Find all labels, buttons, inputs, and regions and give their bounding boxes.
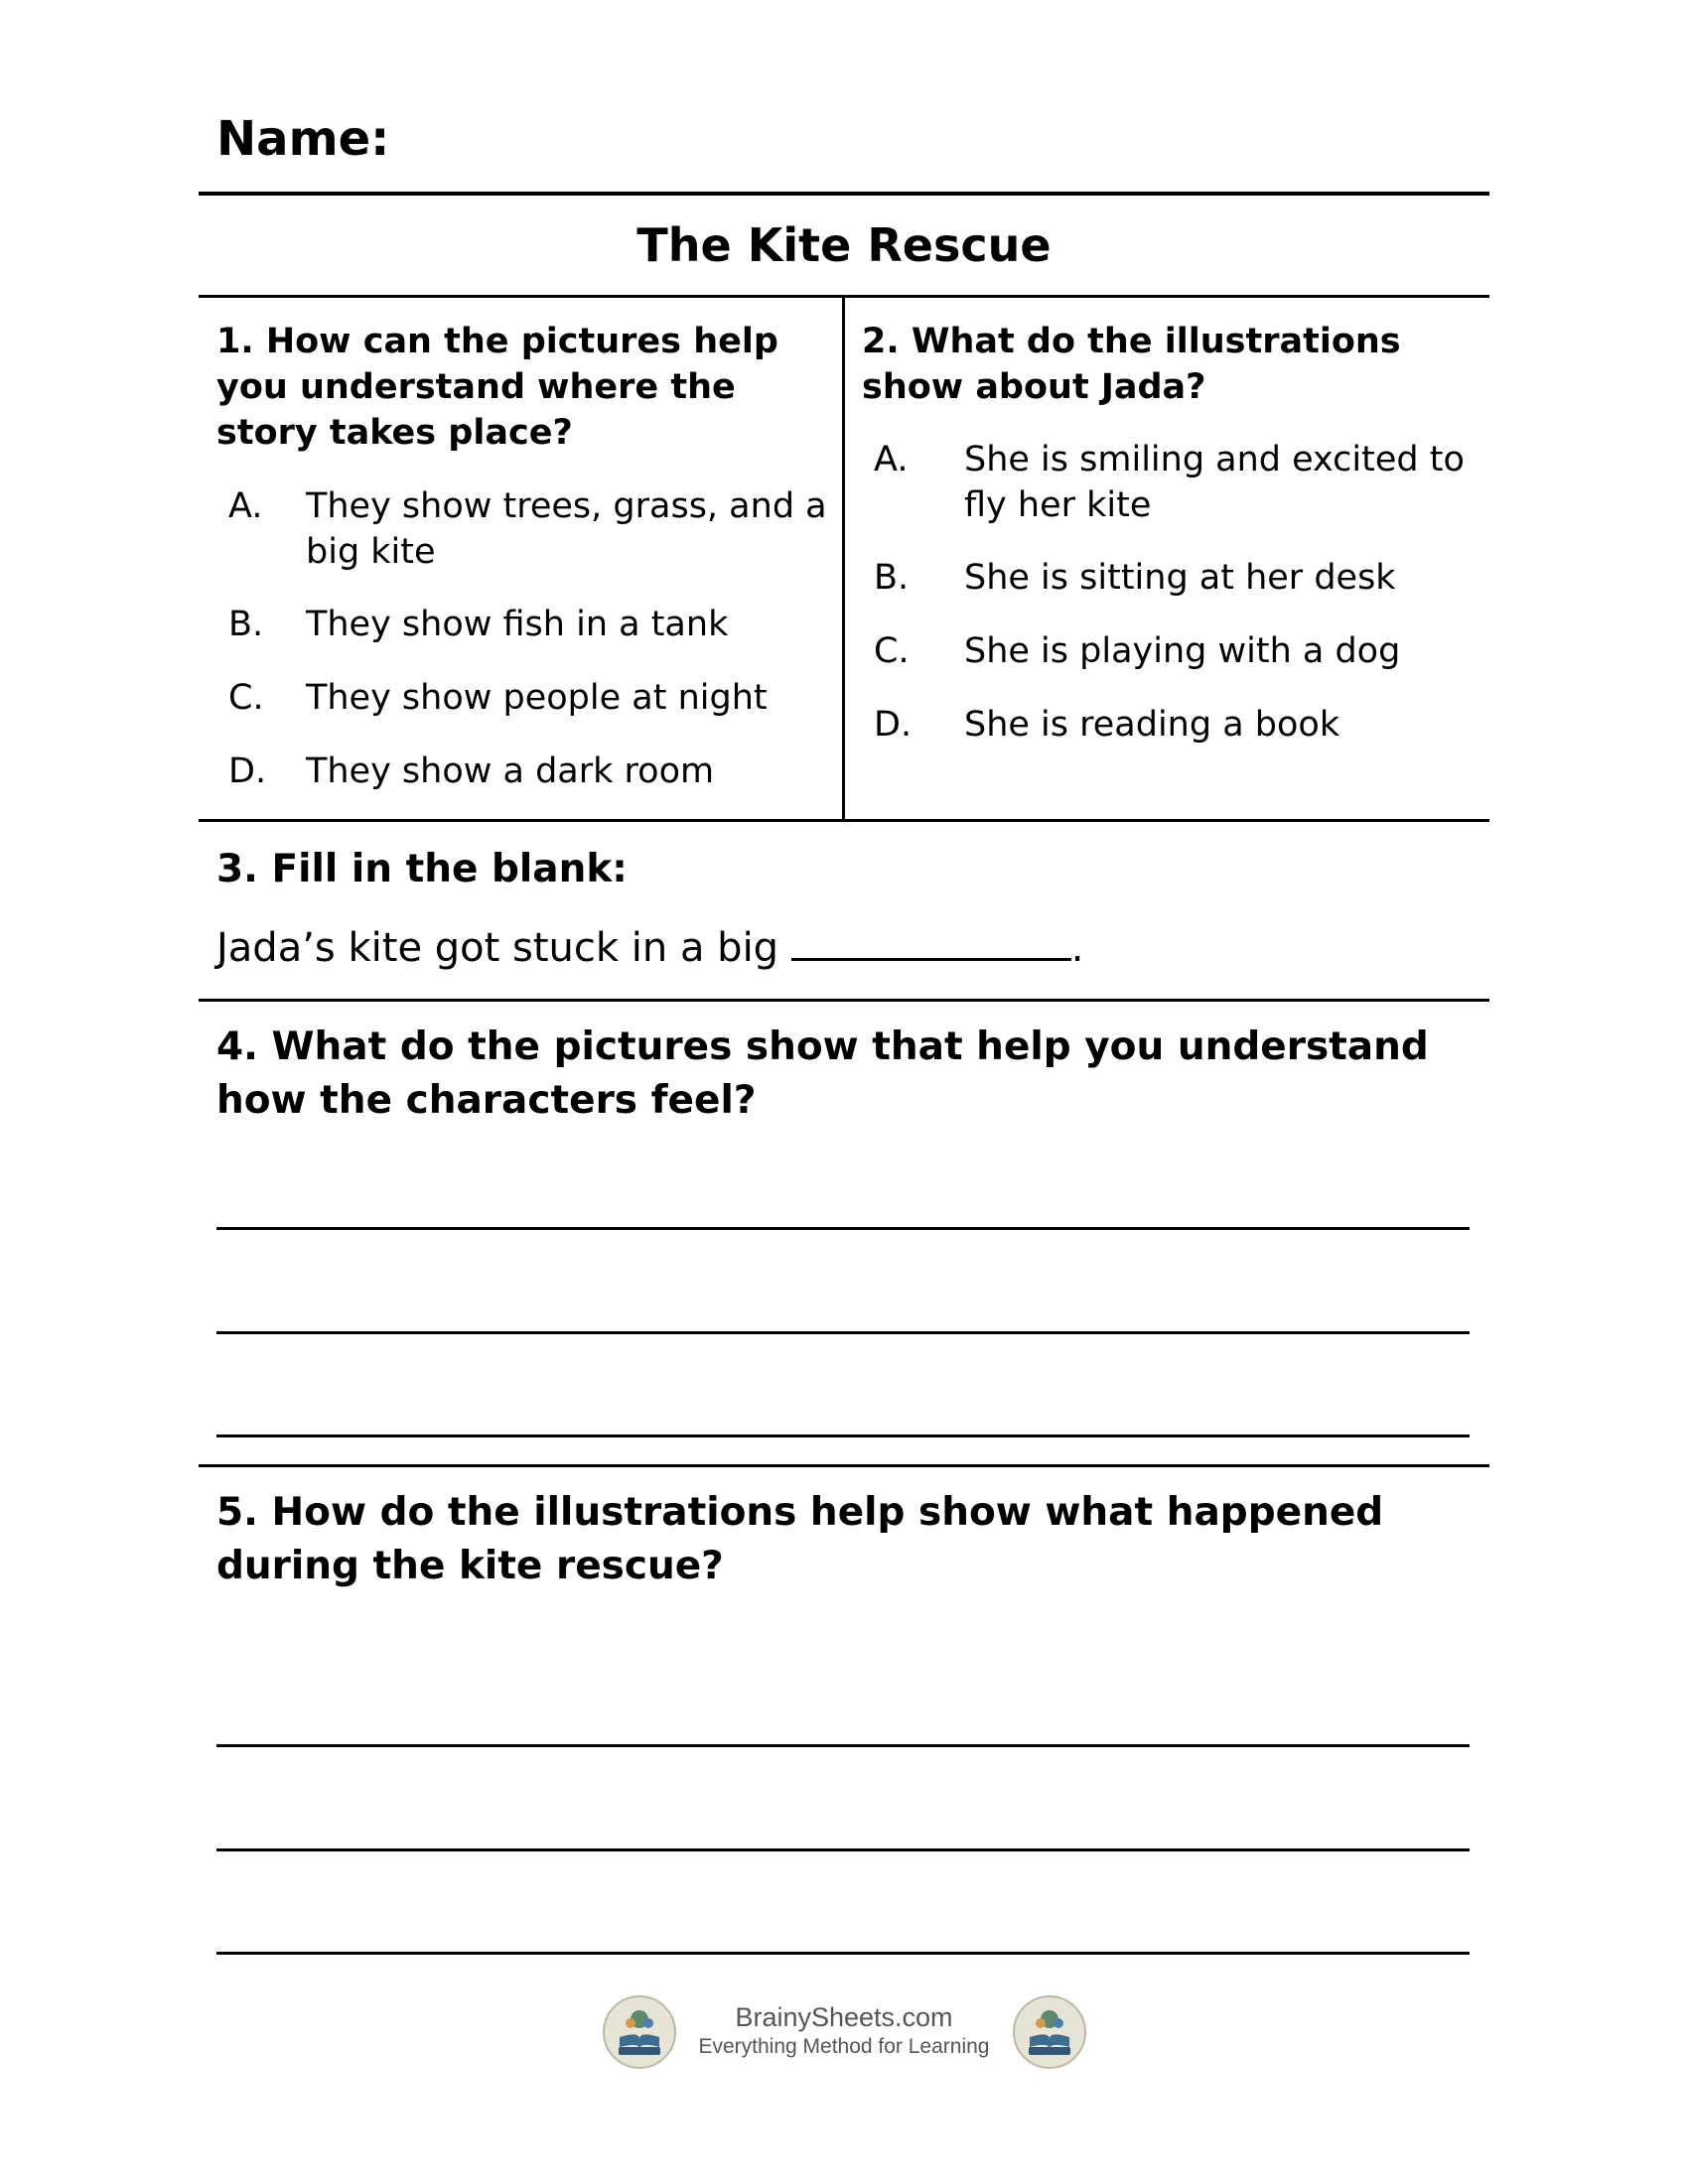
choice-text: She is reading a book [964,705,1340,745]
choice-letter: C. [874,631,910,671]
footer-tagline: Everything Method for Learning [698,2035,990,2058]
choice-letter: A. [228,486,263,526]
choice-letter: C. [228,678,264,718]
book-logo-icon [603,1995,676,2069]
question-1-choices [216,483,832,794]
choice-letter: B. [228,605,264,644]
section-divider-3 [199,1464,1489,1467]
choice-text: She is smiling and excited to fly her kite [964,440,1465,525]
question-2: 2. What do the illustrations show about Jada? [862,322,1401,407]
worksheet [199,0,1489,2184]
choice-letter: D. [874,705,913,745]
answer-line[interactable] [216,1744,1470,1747]
name-line [199,192,1489,196]
choice-text: They show a dark room [306,751,715,791]
answer-blank[interactable] [791,928,1071,961]
answer-line[interactable] [216,1434,1470,1437]
name-label: Name: [216,111,390,167]
choice-letter: B. [874,558,910,598]
choice-1c[interactable] [216,675,832,721]
column-divider [842,298,845,819]
question-1: 1. How can the pictures help you understand where the story takes place? [216,322,778,453]
answer-line[interactable] [216,1227,1470,1230]
book-logo-icon [1013,1995,1086,2069]
choice-1d[interactable] [216,749,832,794]
sentence-start: Jada’s kite got stuck in a big [216,925,791,971]
question-3: 3. Fill in the blank: [216,847,628,891]
choice-2c[interactable] [862,628,1477,674]
choice-2d[interactable] [862,702,1477,748]
choice-letter: D. [228,751,267,791]
choice-text: They show fish in a tank [306,605,729,644]
choice-2b[interactable] [862,555,1477,601]
footer-text [675,2001,1013,2061]
choice-letter: A. [874,440,909,479]
worksheet-title: The Kite Rescue [636,218,1052,272]
question-5: 5. How do the illustrations help show what happened during the kite rescue? [216,1490,1384,1588]
choice-2a[interactable] [862,437,1477,528]
choice-1b[interactable] [216,602,832,647]
choice-text: They show trees, grass, and a big kite [306,486,827,572]
fill-in-sentence [216,925,1084,971]
sentence-end: . [1070,925,1084,971]
choice-text: They show people at night [306,678,768,718]
section-divider-1 [199,819,1489,822]
answer-line[interactable] [216,1331,1470,1334]
choice-1a[interactable] [216,483,832,575]
footer [199,1995,1489,2075]
section-divider-2 [199,999,1489,1002]
choice-text: She is playing with a dog [964,631,1401,671]
question-2-choices [862,437,1477,748]
answer-line[interactable] [216,1848,1470,1851]
footer-site[interactable]: BrainySheets.com [735,2002,953,2032]
choice-text: She is sitting at her desk [964,558,1396,598]
answer-line[interactable] [216,1952,1470,1955]
question-4: 4. What do the pictures show that help you understand how the characters feel? [216,1024,1429,1123]
